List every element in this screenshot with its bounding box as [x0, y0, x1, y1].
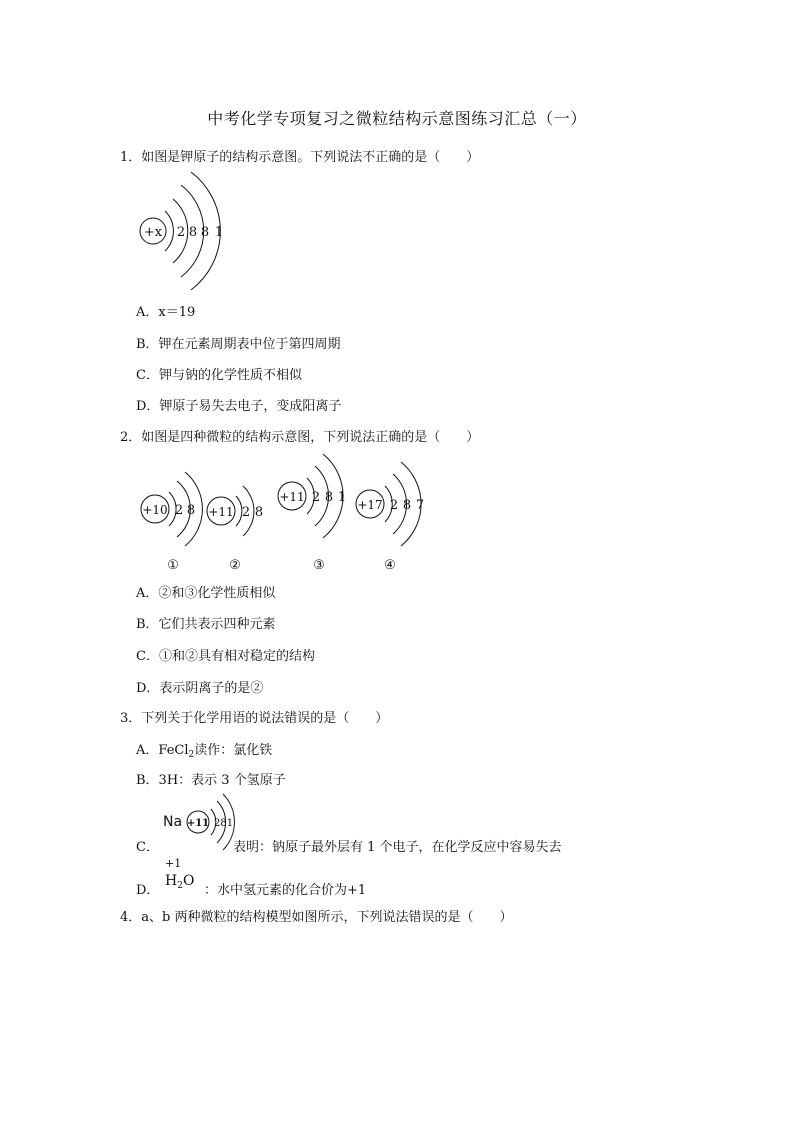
question-1-stem: 1．如图是钾原子的结构示意图。下列说法不正确的是（ ）	[120, 150, 480, 165]
q3-option-a-subscript: 2	[188, 750, 195, 760]
question-2-stem: 2．如图是四种微粒的结构示意图，下列说法正确的是（ ）	[120, 430, 480, 445]
formula-subscript: 2	[177, 881, 183, 891]
element-symbol: Na	[163, 814, 183, 830]
particle-label: ③	[313, 558, 325, 573]
shell-electrons: 2	[176, 225, 186, 240]
shell-electrons: 2	[311, 490, 321, 505]
shell-electrons: 8	[188, 225, 198, 240]
q3-option-a-text: 读作：氯化铁	[194, 743, 273, 758]
formula-o: O	[182, 873, 195, 889]
shell-electrons: 2	[174, 503, 184, 518]
nucleus-charge: +11	[186, 818, 210, 829]
q1-option-c: C．钾与钠的化学性质不相似	[136, 368, 302, 383]
nucleus-charge: +10	[142, 503, 168, 517]
shell-electrons: 8	[324, 490, 334, 505]
sodium-atom-diagram	[160, 792, 236, 854]
particle-1-diagram	[141, 472, 202, 573]
q1-option-b: B．钾在元素周期表中位于第四周期	[136, 337, 341, 352]
q2-option-c: C．①和②具有相对稳定的结构	[136, 649, 315, 664]
formula-h: H	[165, 873, 178, 889]
water-formula	[165, 873, 194, 891]
particle-3-diagram	[278, 454, 346, 573]
q3-option-d-prefix: D．	[136, 883, 160, 898]
q3-option-a	[136, 739, 272, 760]
four-particles-diagram	[135, 448, 435, 576]
q1-option-a: A．x＝19	[136, 305, 196, 320]
page-title: 中考化学专项复习之微粒结构示意图练习汇总（一）	[207, 109, 587, 128]
q2-option-b: B．它们共表示四种元素	[136, 617, 276, 632]
nucleus-charge: +11	[208, 505, 234, 519]
particle-label: ④	[384, 558, 396, 573]
shell-electrons: 8	[402, 498, 412, 513]
q3-option-d-text: ：水中氢元素的化合价为+1	[204, 883, 367, 898]
q2-option-a: A．②和③化学性质相似	[136, 586, 276, 601]
valence-mark: +1	[165, 857, 182, 870]
particle-label: ②	[229, 558, 241, 573]
potassium-atom-diagram	[135, 168, 235, 292]
shell-electrons: 2	[389, 498, 399, 513]
particle-2-diagram	[207, 486, 263, 573]
particle-label: ①	[167, 558, 179, 573]
q3-option-b: B．3H：表示 3 个氢原子	[136, 773, 286, 788]
question-4-stem: 4．a、b 两种微粒的结构模型如图所示，下列说法错误的是（ ）	[120, 910, 513, 925]
shell-electrons: 2	[241, 505, 251, 520]
question-3-stem: 3．下列关于化学用语的说法错误的是（ ）	[120, 711, 389, 726]
q1-option-d: D．钾原子易失去电子，变成阳离子	[136, 399, 342, 414]
nucleus-charge: +11	[279, 490, 305, 504]
shell-electrons: 1	[214, 225, 224, 240]
shell-electrons: 8	[200, 225, 210, 240]
shell-electrons: 1	[337, 490, 347, 505]
shell-electrons: 8	[186, 503, 196, 518]
nucleus-charge: +17	[357, 498, 383, 512]
shell-electrons: 8	[254, 505, 264, 520]
q2-option-d: D．表示阴离子的是②	[136, 681, 264, 696]
nucleus-charge: +x	[143, 225, 163, 240]
shell-electrons: 7	[415, 498, 425, 513]
q3-option-a-prefix: A．FeCl	[136, 743, 189, 758]
q3-option-c-text: 表明：钠原子最外层有 1 个电子，在化学反应中容易失去	[233, 840, 562, 855]
q3-option-c-prefix: C．	[136, 840, 159, 855]
shell-electrons: 281	[214, 818, 234, 829]
particle-4-diagram	[356, 462, 424, 573]
